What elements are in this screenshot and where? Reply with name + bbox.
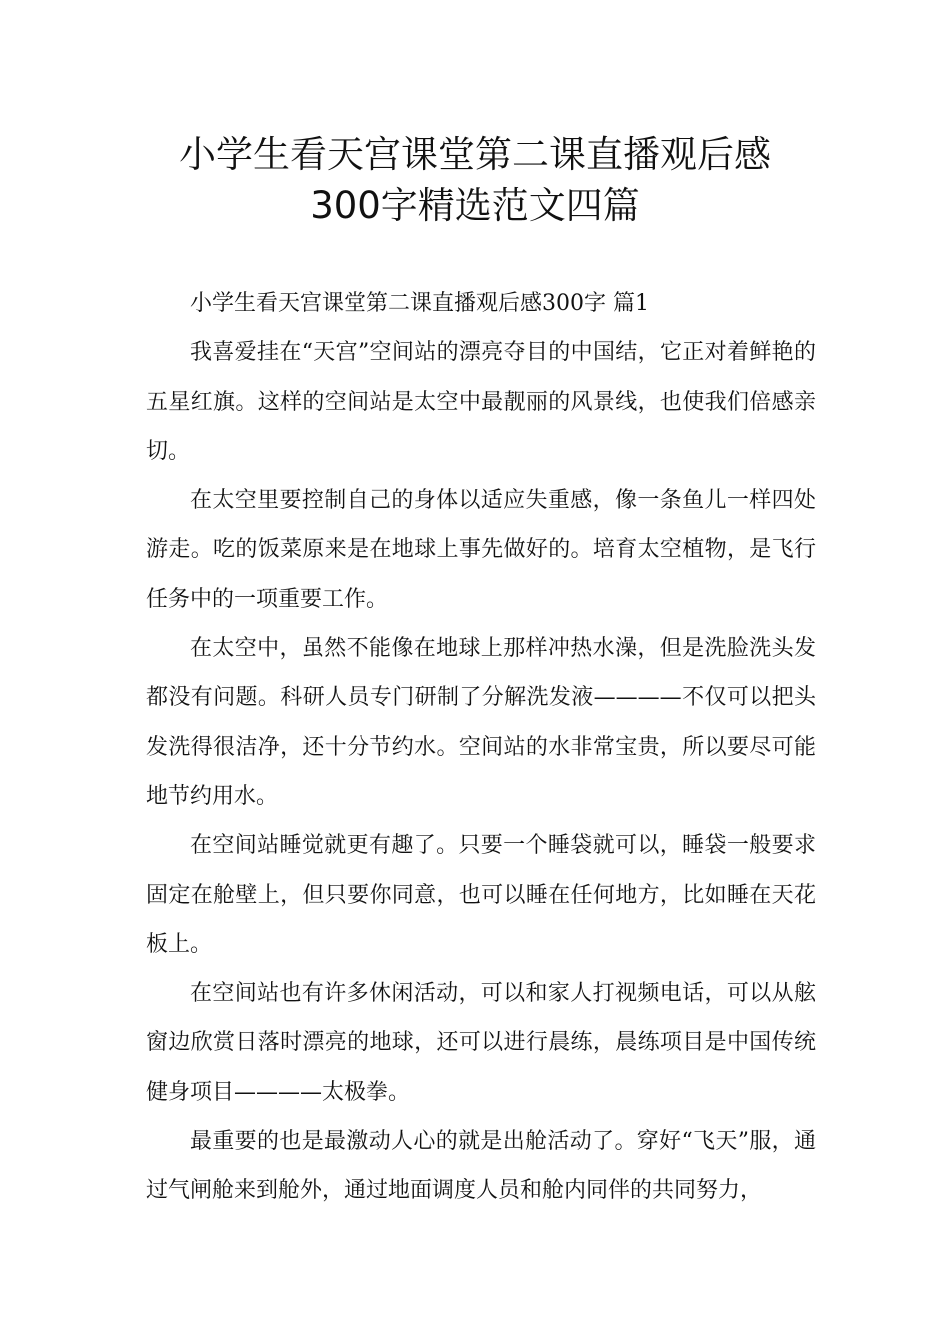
- paragraph-6: 最重要的也是最激动人心的就是出舱活动了。穿好“飞天”服，通过气闸舱来到舱外，通过地面调度人员和舱内同伴的共同努力，: [146, 1129, 816, 1204]
- document-title-line-2: 300字精选范文四篇: [310, 184, 640, 227]
- paragraph-4: 在空间站睡觉就更有趣了。只要一个睡袋就可以，睡袋一般要求固定在舱壁上，但只要你同意，也可以睡在任何地方，比如睡在天花板上。: [146, 833, 816, 957]
- paragraph-5: 在空间站也有许多休闲活动，可以和家人打视频电话，可以从舷窗边欣赏日落时漂亮的地球，还可以进行晨练，晨练项目是中国传统健身项目————太极拳。: [146, 981, 816, 1105]
- document-title-line-1: 小学生看天宫课堂第二课直播观后感: [179, 133, 771, 176]
- paragraph-1: 我喜爱挂在“天宫”空间站的漂亮夺目的中国结，它正对着鲜艳的五星红旗。这样的空间站是太空中最靓丽的风景线，也使我们倍感亲切。: [146, 340, 816, 464]
- paragraph-2: 在太空里要控制自己的身体以适应失重感，像一条鱼儿一样四处游走。吃的饭菜原来是在地球上事先做好的。培育太空植物，是飞行任务中的一项重要工作。: [146, 488, 816, 612]
- document-body: [146, 279, 816, 1216]
- paragraph-3: 在太空中，虽然不能像在地球上那样冲热水澡，但是洗脸洗头发都没有问题。科研人员专门研制了分解洗发液————不仅可以把头发洗得很洁净，还十分节约水。空间站的水非常宝贵，所以要尽可能地节约用水。: [146, 636, 816, 809]
- section-heading: 小学生看天宫课堂第二课直播观后感300字 篇1: [190, 291, 649, 316]
